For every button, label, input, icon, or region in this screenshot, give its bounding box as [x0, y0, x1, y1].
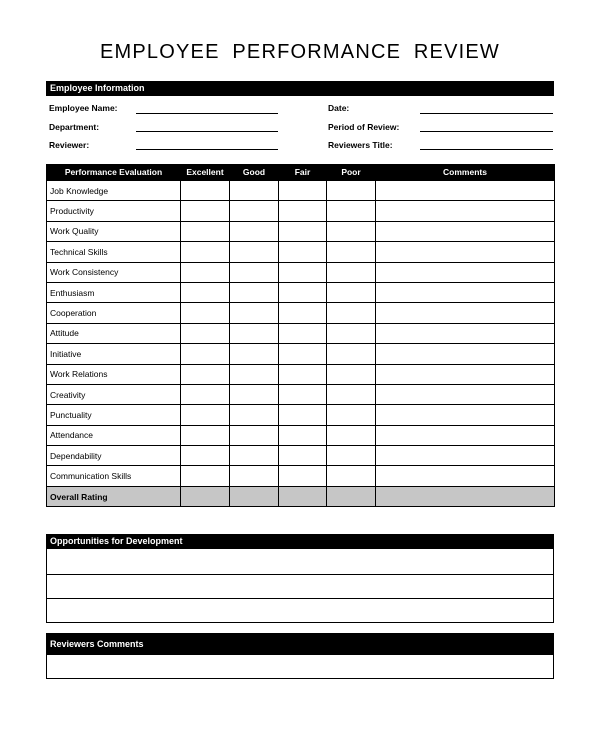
rating-cell-excellent[interactable]: [181, 181, 230, 201]
rating-cell-excellent[interactable]: [181, 405, 230, 425]
table-row: [47, 323, 555, 343]
rating-cell-good[interactable]: [230, 221, 279, 241]
rating-cell-fair[interactable]: [279, 446, 327, 466]
table-row: [47, 364, 555, 384]
department-label: Department:: [49, 122, 100, 132]
criterion-label: Attitude: [47, 323, 181, 343]
criterion-label: Creativity: [47, 384, 181, 404]
comments-cell[interactable]: [376, 425, 555, 445]
rating-cell-excellent[interactable]: [181, 282, 230, 302]
rating-cell-fair[interactable]: [279, 364, 327, 384]
table-row: [47, 446, 555, 466]
rating-cell-excellent[interactable]: [181, 242, 230, 262]
criterion-label: Job Knowledge: [47, 181, 181, 201]
rating-cell-fair[interactable]: [279, 405, 327, 425]
table-row: [47, 344, 555, 364]
evaluation-header-row: [47, 165, 555, 181]
comments-cell[interactable]: [376, 364, 555, 384]
comments-cell[interactable]: [376, 446, 555, 466]
development-line[interactable]: [47, 574, 553, 599]
rating-cell-good[interactable]: [230, 282, 279, 302]
comments-cell[interactable]: [376, 384, 555, 404]
overall-rating-row: [47, 486, 555, 506]
development-line[interactable]: [47, 549, 553, 574]
rating-cell-excellent[interactable]: [181, 221, 230, 241]
reviewer-label: Reviewer:: [49, 140, 90, 150]
rating-cell-good[interactable]: [230, 466, 279, 486]
table-row: [47, 384, 555, 404]
rating-cell-fair[interactable]: [279, 262, 327, 282]
rating-cell-good[interactable]: [230, 323, 279, 343]
rating-cell-good[interactable]: [230, 486, 279, 506]
criterion-label: Cooperation: [47, 303, 181, 323]
rating-cell-good[interactable]: [230, 303, 279, 323]
criterion-label: Work Relations: [47, 364, 181, 384]
rating-cell-good[interactable]: [230, 446, 279, 466]
table-row: [47, 303, 555, 323]
rating-cell-good[interactable]: [230, 384, 279, 404]
rating-cell-excellent[interactable]: [181, 486, 230, 506]
reviewers-title-field[interactable]: [420, 149, 553, 150]
rating-cell-excellent[interactable]: [181, 262, 230, 282]
column-header-poor: Poor: [327, 165, 376, 181]
rating-cell-fair[interactable]: [279, 323, 327, 343]
rating-cell-good[interactable]: [230, 405, 279, 425]
criterion-label: Dependability: [47, 446, 181, 466]
rating-cell-fair[interactable]: [279, 303, 327, 323]
comments-cell[interactable]: [376, 262, 555, 282]
criterion-label: Work Consistency: [47, 262, 181, 282]
comments-cell[interactable]: [376, 323, 555, 343]
rating-cell-poor[interactable]: [327, 425, 376, 445]
table-row: [47, 262, 555, 282]
criterion-label: Productivity: [47, 201, 181, 221]
rating-cell-poor[interactable]: [327, 303, 376, 323]
criterion-label: Technical Skills: [47, 242, 181, 262]
table-row: [47, 221, 555, 241]
rating-cell-good[interactable]: [230, 181, 279, 201]
rating-cell-poor[interactable]: [327, 486, 376, 506]
rating-cell-poor[interactable]: [327, 242, 376, 262]
rating-cell-excellent[interactable]: [181, 425, 230, 445]
comments-cell[interactable]: [376, 466, 555, 486]
comments-cell[interactable]: [376, 282, 555, 302]
comments-cell[interactable]: [376, 486, 555, 506]
rating-cell-poor[interactable]: [327, 323, 376, 343]
table-row: [47, 181, 555, 201]
criterion-label: Enthusiasm: [47, 282, 181, 302]
form-title: EMPLOYEE PERFORMANCE REVIEW: [99, 41, 500, 63]
comments-cell[interactable]: [376, 344, 555, 364]
rating-cell-good[interactable]: [230, 364, 279, 384]
rating-cell-excellent[interactable]: [181, 384, 230, 404]
criterion-label: Punctuality: [47, 405, 181, 425]
criterion-label: Communication Skills: [47, 466, 181, 486]
table-row: [47, 242, 555, 262]
development-header: Opportunities for Development: [46, 534, 554, 549]
rating-cell-excellent[interactable]: [181, 303, 230, 323]
criterion-label: Work Quality: [47, 221, 181, 241]
table-row: [47, 282, 555, 302]
rating-cell-poor[interactable]: [327, 466, 376, 486]
criterion-label: Initiative: [47, 344, 181, 364]
rating-cell-poor[interactable]: [327, 384, 376, 404]
rating-cell-good[interactable]: [230, 425, 279, 445]
comments-cell[interactable]: [376, 201, 555, 221]
period-of-review-field[interactable]: [420, 131, 553, 132]
department-field[interactable]: [136, 131, 278, 132]
rating-cell-poor[interactable]: [327, 262, 376, 282]
reviewer-comments-line[interactable]: [47, 655, 553, 678]
rating-cell-poor[interactable]: [327, 282, 376, 302]
comments-cell[interactable]: [376, 221, 555, 241]
rating-cell-good[interactable]: [230, 242, 279, 262]
rating-cell-poor[interactable]: [327, 344, 376, 364]
rating-cell-poor[interactable]: [327, 201, 376, 221]
rating-cell-fair[interactable]: [279, 282, 327, 302]
rating-cell-good[interactable]: [230, 201, 279, 221]
date-label: Date:: [328, 103, 350, 113]
employee-info-header: Employee Information: [46, 81, 554, 96]
rating-cell-excellent[interactable]: [181, 344, 230, 364]
table-row: [47, 425, 555, 445]
table-row: [47, 201, 555, 221]
period-of-review-label: Period of Review:: [328, 122, 400, 132]
table-row: [47, 466, 555, 486]
comments-cell[interactable]: [376, 405, 555, 425]
criterion-label: Attendance: [47, 425, 181, 445]
development-line[interactable]: [47, 598, 553, 622]
rating-cell-fair[interactable]: [279, 425, 327, 445]
column-header-good: Good: [230, 165, 279, 181]
rating-cell-excellent[interactable]: [181, 364, 230, 384]
rating-cell-fair[interactable]: [279, 221, 327, 241]
rating-cell-excellent[interactable]: [181, 446, 230, 466]
rating-cell-poor[interactable]: [327, 405, 376, 425]
column-header-criteria: Performance Evaluation: [47, 165, 181, 181]
column-header-excellent: Excellent: [181, 165, 230, 181]
rating-cell-fair[interactable]: [279, 344, 327, 364]
rating-cell-fair[interactable]: [279, 466, 327, 486]
reviewer-comments-header: Reviewers Comments: [46, 633, 554, 655]
overall-rating-label: Overall Rating: [47, 486, 181, 506]
rating-cell-poor[interactable]: [327, 364, 376, 384]
rating-cell-fair[interactable]: [279, 181, 327, 201]
rating-cell-fair[interactable]: [279, 384, 327, 404]
rating-cell-fair[interactable]: [279, 486, 327, 506]
comments-cell[interactable]: [376, 181, 555, 201]
development-box: [46, 549, 554, 623]
rating-cell-poor[interactable]: [327, 446, 376, 466]
rating-cell-good[interactable]: [230, 262, 279, 282]
date-field[interactable]: [420, 113, 553, 114]
employee-name-label: Employee Name:: [49, 103, 118, 113]
rating-cell-poor[interactable]: [327, 221, 376, 241]
employee-name-field[interactable]: [136, 113, 278, 114]
rating-cell-excellent[interactable]: [181, 323, 230, 343]
rating-cell-fair[interactable]: [279, 242, 327, 262]
column-header-comments: Comments: [376, 165, 555, 181]
rating-cell-good[interactable]: [230, 344, 279, 364]
comments-cell[interactable]: [376, 303, 555, 323]
rating-cell-poor[interactable]: [327, 181, 376, 201]
rating-cell-excellent[interactable]: [181, 466, 230, 486]
table-row: [47, 405, 555, 425]
rating-cell-excellent[interactable]: [181, 201, 230, 221]
reviewer-field[interactable]: [136, 149, 278, 150]
evaluation-table: [46, 164, 555, 507]
reviewer-comments-box: [46, 655, 554, 679]
rating-cell-fair[interactable]: [279, 201, 327, 221]
column-header-fair: Fair: [279, 165, 327, 181]
comments-cell[interactable]: [376, 242, 555, 262]
reviewers-title-label: Reviewers Title:: [328, 140, 393, 150]
